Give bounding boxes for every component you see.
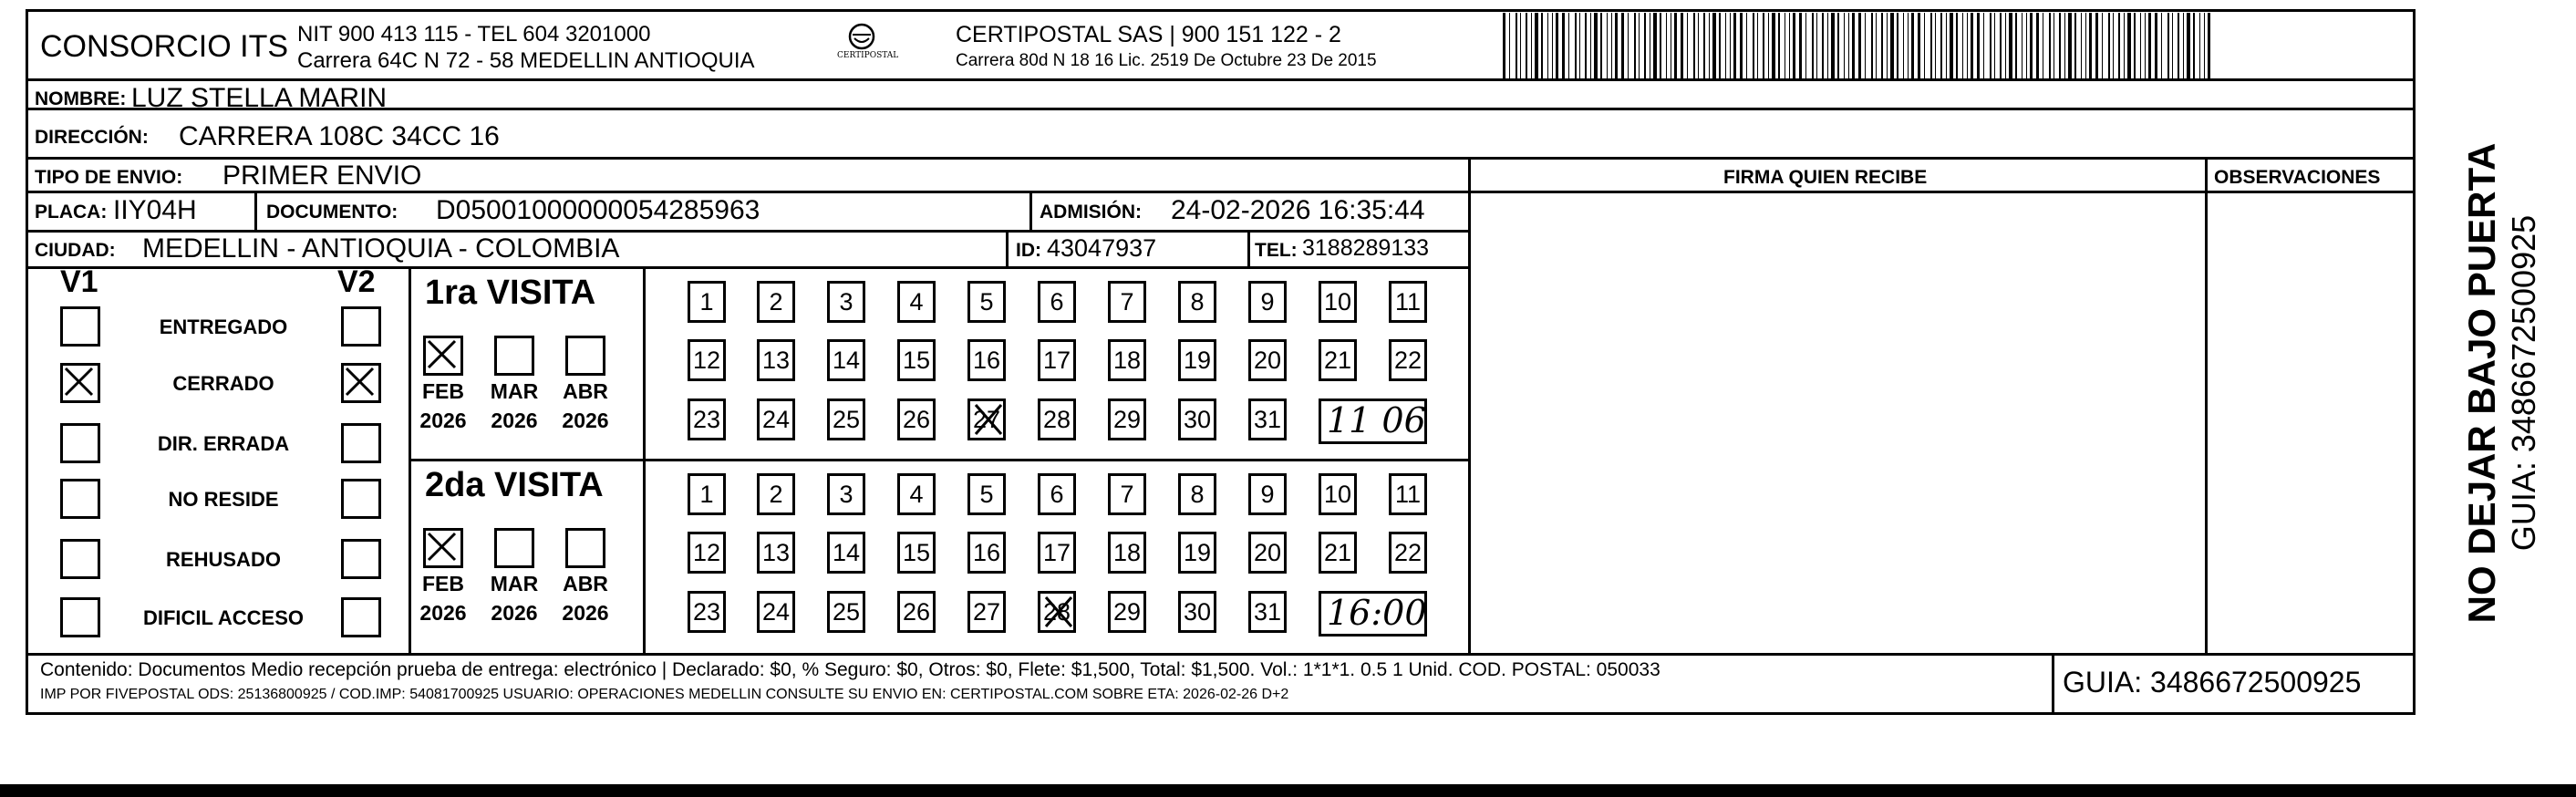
v1-header: V1 xyxy=(60,264,98,299)
day-box[interactable] xyxy=(1038,398,1076,440)
day-box[interactable] xyxy=(1319,473,1357,515)
month-year: 2026 xyxy=(491,601,538,625)
day-box[interactable] xyxy=(1389,281,1427,323)
day-number: 5 xyxy=(979,288,994,316)
day-number: 17 xyxy=(1042,539,1071,566)
month-year: 2026 xyxy=(562,601,609,625)
divider xyxy=(26,191,2416,193)
day-box[interactable] xyxy=(1178,532,1216,574)
day-box[interactable] xyxy=(1248,281,1287,323)
divider xyxy=(26,230,1468,233)
v1-checkbox[interactable] xyxy=(60,363,100,403)
day-box[interactable] xyxy=(1038,473,1076,515)
month-checkbox[interactable] xyxy=(494,528,534,568)
recipient-phone: 3188289133 xyxy=(1302,235,1430,261)
day-box[interactable] xyxy=(1038,591,1076,633)
v2-checkbox[interactable] xyxy=(341,306,381,347)
divider xyxy=(2205,157,2208,653)
day-box[interactable] xyxy=(757,532,795,574)
day-number: 10 xyxy=(1323,288,1352,316)
side-warning: NO DEJAR BAJO PUERTA xyxy=(2460,142,2503,624)
company-name: CONSORCIO ITS xyxy=(40,29,289,64)
carrier-license: Carrera 80d N 18 16 Lic. 2519 De Octubre 23 De 2015 xyxy=(956,51,1377,70)
status-label: CERRADO xyxy=(172,372,274,395)
day-box[interactable] xyxy=(757,339,795,381)
day-box[interactable] xyxy=(1178,281,1216,323)
x-mark-icon xyxy=(426,338,460,373)
status-label: NO RESIDE xyxy=(168,488,279,511)
day-box[interactable] xyxy=(967,398,1006,440)
observations-header: OBSERVACIONES xyxy=(2214,167,2381,188)
v1-checkbox[interactable] xyxy=(60,479,100,519)
day-box[interactable] xyxy=(827,281,865,323)
recipient-address: CARRERA 108C 34CC 16 xyxy=(179,121,500,151)
day-number: 10 xyxy=(1323,481,1352,508)
day-box[interactable] xyxy=(827,473,865,515)
month-year: 2026 xyxy=(562,409,609,432)
day-number: 24 xyxy=(761,598,791,626)
day-number: 30 xyxy=(1183,406,1212,433)
day-box[interactable] xyxy=(1319,532,1357,574)
day-number: 18 xyxy=(1112,347,1142,374)
day-number: 15 xyxy=(902,347,931,374)
divider xyxy=(409,459,1468,461)
day-number: 23 xyxy=(692,406,721,433)
status-label: ENTREGADO xyxy=(159,316,288,338)
plate: IIY04H xyxy=(113,195,197,225)
day-number: 20 xyxy=(1253,347,1282,374)
day-number: 26 xyxy=(902,406,931,433)
handwritten-time-box xyxy=(1319,591,1427,637)
v2-header: V2 xyxy=(337,264,376,299)
v1-checkbox[interactable] xyxy=(60,597,100,637)
v2-checkbox[interactable] xyxy=(341,479,381,519)
logo-text: CERTIPOSTAL xyxy=(837,51,899,60)
day-number: 29 xyxy=(1112,406,1142,433)
divider xyxy=(26,653,2416,656)
day-box[interactable] xyxy=(827,339,865,381)
send-type-label: TIPO DE ENVIO: xyxy=(35,167,183,188)
company-address: Carrera 64C N 72 - 58 MEDELLIN ANTIOQUIA xyxy=(297,48,755,73)
day-box[interactable] xyxy=(1108,281,1146,323)
divider xyxy=(26,78,2416,81)
day-number: 21 xyxy=(1323,347,1352,374)
day-box[interactable] xyxy=(688,532,726,574)
day-box[interactable] xyxy=(688,591,726,633)
day-number: 12 xyxy=(692,347,721,374)
day-number: 3 xyxy=(839,288,853,316)
day-box[interactable] xyxy=(1178,339,1216,381)
day-number: 17 xyxy=(1042,347,1071,374)
handwritten-time: 11 06 xyxy=(1327,400,1426,440)
day-number: 8 xyxy=(1190,288,1205,316)
day-number: 11 xyxy=(1394,481,1422,508)
document-label: DOCUMENTO: xyxy=(266,202,398,223)
day-number: 6 xyxy=(1050,481,1064,508)
day-number: 18 xyxy=(1112,539,1142,566)
day-number: 6 xyxy=(1050,288,1064,316)
day-number: 12 xyxy=(692,539,721,566)
day-number: 16 xyxy=(972,539,1001,566)
visit-title: 1ra VISITA xyxy=(425,274,596,312)
day-number: 14 xyxy=(832,347,861,374)
day-number: 19 xyxy=(1183,347,1212,374)
certipostal-logo-icon xyxy=(812,22,912,67)
day-number: 31 xyxy=(1253,598,1282,626)
document-number: D05001000000054285963 xyxy=(436,195,760,225)
day-box[interactable] xyxy=(897,473,936,515)
status-label: REHUSADO xyxy=(166,548,281,571)
city: MEDELLIN - ANTIOQUIA - COLOMBIA xyxy=(142,233,620,264)
status-label: DIFICIL ACCESO xyxy=(142,606,304,629)
day-box[interactable] xyxy=(1108,339,1146,381)
day-number: 11 xyxy=(1394,288,1422,316)
footer-contents: Contenido: Documentos Medio recepción prueba de entrega: electrónico | Declarado: $0, % Seguro: $0, Otros: $0, Flete: $1,500, Total: $1,500. Vol.: 1*1*1. 0.5 1 Unid. COD. POSTAL: 050033 xyxy=(40,659,1660,680)
day-box[interactable] xyxy=(1248,398,1287,440)
day-number: 22 xyxy=(1393,347,1422,374)
day-number: 4 xyxy=(909,481,924,508)
status-label: DIR. ERRADA xyxy=(157,432,290,455)
day-box[interactable] xyxy=(1178,473,1216,515)
day-number: 16 xyxy=(972,347,1001,374)
form-frame xyxy=(26,9,2416,715)
month-checkbox[interactable] xyxy=(494,336,534,376)
day-box[interactable] xyxy=(1319,339,1357,381)
day-number: 13 xyxy=(761,347,791,374)
day-number: 31 xyxy=(1253,406,1282,433)
day-box[interactable] xyxy=(1038,281,1076,323)
carrier-line: CERTIPOSTAL SAS | 900 151 122 - 2 xyxy=(956,22,1341,47)
day-number: 21 xyxy=(1323,539,1352,566)
day-number: 4 xyxy=(909,288,924,316)
day-number: 7 xyxy=(1120,481,1134,508)
divider xyxy=(26,266,1468,269)
day-box[interactable] xyxy=(1038,339,1076,381)
day-number: 19 xyxy=(1183,539,1212,566)
visit-title: 2da VISITA xyxy=(425,466,604,504)
day-box[interactable] xyxy=(827,532,865,574)
day-number: 22 xyxy=(1393,539,1422,566)
day-number: 1 xyxy=(699,481,714,508)
bottom-bar xyxy=(0,784,2576,797)
day-box[interactable] xyxy=(967,473,1006,515)
day-number: 9 xyxy=(1260,288,1275,316)
month-name: MAR xyxy=(490,572,539,595)
send-type: PRIMER ENVIO xyxy=(222,160,422,191)
handwritten-time-box xyxy=(1319,398,1427,444)
side-guia: GUIA: 3486672500925 xyxy=(2505,214,2542,552)
barcode xyxy=(1503,13,2228,78)
day-number: 14 xyxy=(832,539,861,566)
day-number: 8 xyxy=(1190,481,1205,508)
day-box[interactable] xyxy=(827,591,865,633)
day-box[interactable] xyxy=(1108,473,1146,515)
id-label: ID: xyxy=(1016,240,1041,261)
day-mark-icon xyxy=(970,401,1007,438)
day-box[interactable] xyxy=(688,473,726,515)
day-number: 1 xyxy=(699,288,714,316)
day-number: 15 xyxy=(902,539,931,566)
day-box[interactable] xyxy=(688,398,726,440)
day-box[interactable] xyxy=(1108,532,1146,574)
day-box[interactable] xyxy=(1108,591,1146,633)
divider xyxy=(1006,230,1009,266)
month-year: 2026 xyxy=(419,601,467,625)
day-box[interactable] xyxy=(1038,532,1076,574)
month-year: 2026 xyxy=(491,409,538,432)
month-checkbox[interactable] xyxy=(565,528,605,568)
day-box[interactable] xyxy=(967,591,1006,633)
day-number: 25 xyxy=(832,598,861,626)
v2-checkbox[interactable] xyxy=(341,363,381,403)
day-box[interactable] xyxy=(1108,398,1146,440)
month-year: 2026 xyxy=(419,409,467,432)
recipient-name: LUZ STELLA MARIN xyxy=(131,83,388,113)
day-box[interactable] xyxy=(897,532,936,574)
day-box[interactable] xyxy=(1178,591,1216,633)
day-box[interactable] xyxy=(897,591,936,633)
day-mark-icon xyxy=(1040,594,1077,630)
day-number: 27 xyxy=(972,406,1001,433)
day-box[interactable] xyxy=(1248,591,1287,633)
day-number: 28 xyxy=(1042,598,1071,626)
name-label: NOMBRE: xyxy=(35,88,127,109)
day-box[interactable] xyxy=(897,398,936,440)
day-box[interactable] xyxy=(967,339,1006,381)
day-number: 2 xyxy=(769,288,783,316)
day-box[interactable] xyxy=(967,281,1006,323)
day-box[interactable] xyxy=(757,591,795,633)
day-number: 20 xyxy=(1253,539,1282,566)
divider xyxy=(1247,230,1250,266)
day-number: 2 xyxy=(769,481,783,508)
day-number: 28 xyxy=(1042,406,1071,433)
v1-checkbox[interactable] xyxy=(60,539,100,579)
day-number: 9 xyxy=(1260,481,1275,508)
v2-checkbox[interactable] xyxy=(341,597,381,637)
divider xyxy=(409,266,411,653)
day-box[interactable] xyxy=(1178,398,1216,440)
day-box[interactable] xyxy=(757,398,795,440)
divider xyxy=(1029,191,1032,230)
day-number: 25 xyxy=(832,406,861,433)
day-box[interactable] xyxy=(757,473,795,515)
signature-header: FIRMA QUIEN RECIBE xyxy=(1723,167,1928,188)
footer-guia: GUIA: 3486672500925 xyxy=(2063,666,2362,699)
month-checkbox[interactable] xyxy=(423,528,463,568)
x-mark-icon xyxy=(63,366,98,400)
day-box[interactable] xyxy=(1248,532,1287,574)
v1-checkbox[interactable] xyxy=(60,306,100,347)
v2-checkbox[interactable] xyxy=(341,539,381,579)
day-number: 24 xyxy=(761,406,791,433)
nit-line: NIT 900 413 115 - TEL 604 3201000 xyxy=(297,22,651,47)
day-number: 27 xyxy=(972,598,1001,626)
recipient-id: 43047937 xyxy=(1047,234,1157,262)
footer-print-info: IMP POR FIVEPOSTAL ODS: 25136800925 / COD.IMP: 54081700925 USUARIO: OPERACIONES MEDELLIN CONSULTE SU ENVIO EN: CERTIPOSTAL.COM SOBRE ETA: 2026-02-26 D+2 xyxy=(40,687,1289,702)
day-box[interactable] xyxy=(1248,339,1287,381)
day-box[interactable] xyxy=(688,339,726,381)
day-number: 30 xyxy=(1183,598,1212,626)
day-box[interactable] xyxy=(1389,339,1427,381)
month-checkbox[interactable] xyxy=(423,336,463,376)
day-number: 3 xyxy=(839,481,853,508)
city-label: CIUDAD: xyxy=(35,240,116,261)
day-number: 23 xyxy=(692,598,721,626)
day-box[interactable] xyxy=(827,398,865,440)
x-mark-icon xyxy=(426,531,460,565)
admission-date: 24-02-2026 16:35:44 xyxy=(1171,195,1425,225)
divider xyxy=(2052,653,2054,715)
day-number: 29 xyxy=(1112,598,1142,626)
address-label: DIRECCIÓN: xyxy=(35,127,149,148)
admission-label: ADMISIÓN: xyxy=(1040,202,1142,223)
divider xyxy=(26,157,2416,160)
month-name: FEB xyxy=(422,379,464,403)
month-name: ABR xyxy=(563,379,608,403)
plate-label: PLACA: xyxy=(35,202,108,223)
divider xyxy=(1468,157,1471,653)
v1-checkbox[interactable] xyxy=(60,423,100,463)
day-number: 26 xyxy=(902,598,931,626)
day-box[interactable] xyxy=(897,339,936,381)
day-box[interactable] xyxy=(1389,473,1427,515)
day-box[interactable] xyxy=(1389,532,1427,574)
month-name: MAR xyxy=(490,379,539,403)
v2-checkbox[interactable] xyxy=(341,423,381,463)
day-box[interactable] xyxy=(757,281,795,323)
certipostal-logo xyxy=(812,22,912,67)
divider xyxy=(643,266,646,653)
divider xyxy=(254,191,257,230)
day-number: 5 xyxy=(979,481,994,508)
phone-label: TEL: xyxy=(1255,240,1298,261)
month-name: ABR xyxy=(563,572,608,595)
day-box[interactable] xyxy=(967,532,1006,574)
day-number: 13 xyxy=(761,539,791,566)
handwritten-time: 16:00 xyxy=(1327,593,1427,633)
month-checkbox[interactable] xyxy=(565,336,605,376)
month-name: FEB xyxy=(422,572,464,595)
x-mark-icon xyxy=(344,366,378,400)
day-box[interactable] xyxy=(688,281,726,323)
day-box[interactable] xyxy=(1319,281,1357,323)
day-box[interactable] xyxy=(1248,473,1287,515)
day-number: 7 xyxy=(1120,288,1134,316)
day-box[interactable] xyxy=(897,281,936,323)
